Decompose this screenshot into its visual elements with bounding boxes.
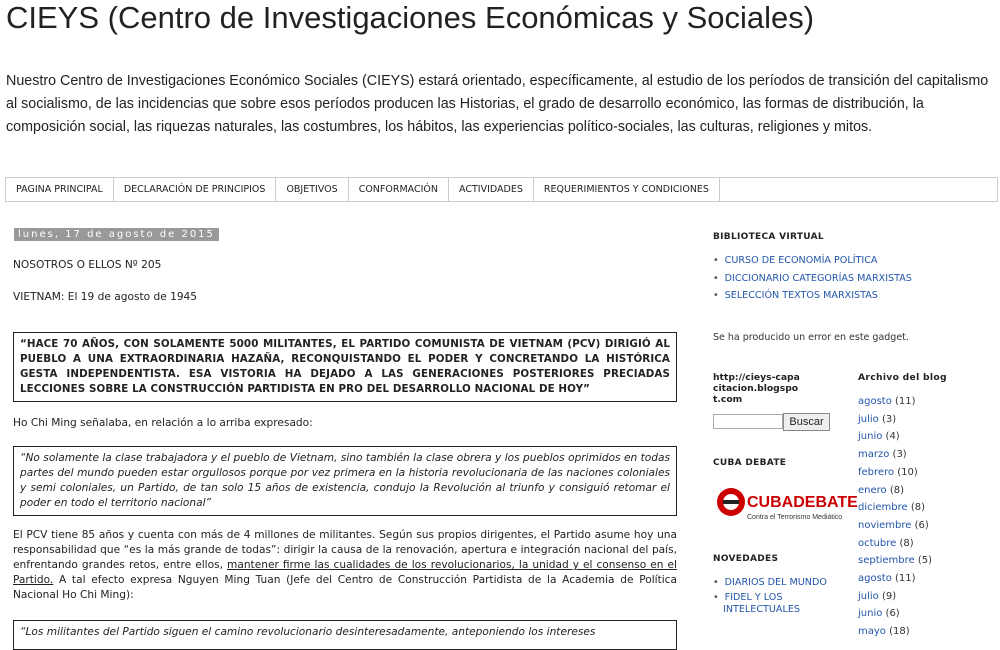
svg-text:CUBADEBATE: CUBADEBATE: [747, 494, 858, 511]
nav-tabs: [5, 177, 998, 202]
cubadebate-logo[interactable]: [713, 478, 860, 528]
archive-link[interactable]: junio: [858, 431, 883, 443]
archive-count: (6): [882, 608, 900, 620]
archive-count: (8): [886, 484, 904, 496]
archive-link[interactable]: agosto: [858, 396, 892, 407]
archive-item[interactable]: [858, 623, 998, 641]
archive-link[interactable]: septiembre: [858, 555, 915, 567]
post-subtitle: VIETNAM: El 19 de agosto de 1945: [13, 291, 198, 303]
post-date: lunes, 17 de agosto de 2015: [14, 228, 219, 241]
archive-link[interactable]: junio: [858, 608, 883, 620]
archive-count: (3): [889, 449, 907, 461]
archive-count: (5): [914, 555, 933, 567]
gadget-error: Se ha producido un error en este gadget.: [713, 332, 909, 343]
archive-link[interactable]: julio: [858, 590, 879, 602]
archive-item[interactable]: [858, 499, 998, 517]
tab-objetivos[interactable]: OBJETIVOS: [276, 178, 348, 201]
tab-conformacion[interactable]: CONFORMACIÓN: [349, 178, 449, 201]
tab-requerimientos[interactable]: REQUERIMIENTOS Y CONDICIONES: [534, 178, 720, 201]
archive-item[interactable]: [858, 464, 998, 482]
archive-item[interactable]: [858, 552, 998, 570]
post-paragraph-2: [13, 528, 677, 603]
link-fidel[interactable]: • FIDEL Y LOS INTELECTUALES: [713, 592, 823, 616]
site-title[interactable]: CIEYS (Centro de Investigaciones Económicas y Sociales): [6, 0, 815, 35]
para-text: El PCV tiene 85 años y cuenta con más de 4 millones de militantes. Según sus propios dirigentes, el Partido asume hoy una responsabilidad que “es la más grande de todas”: dirigir la causa de la renovación, apertura e integración nacional del país, enfrentando grandes retos, entre ellos,: [13, 529, 677, 571]
archive-link[interactable]: febrero: [858, 466, 895, 478]
archive-item[interactable]: [858, 482, 998, 500]
archive-item[interactable]: [858, 517, 998, 535]
archive-link[interactable]: octubre: [858, 537, 897, 549]
quote-box-3: “Los militantes del Partido siguen el camino revolucionario desinteresadamente, anteponiendo los intereses: [13, 620, 677, 650]
widget-title: NOVEDADES: [713, 554, 779, 564]
post-paragraph: Ho Chi Ming señalaba, en relación a lo arriba expresado:: [13, 417, 313, 429]
archive-link[interactable]: noviembre: [858, 519, 912, 531]
widget-title: BIBLIOTECA VIRTUAL: [713, 232, 824, 242]
archive-item[interactable]: [858, 446, 998, 464]
tab-pagina-principal[interactable]: PAGINA PRINCIPAL: [6, 178, 114, 201]
svg-text:Contra el Terrorismo Mediático: Contra el Terrorismo Mediático: [747, 514, 843, 521]
archive-count: (6): [911, 519, 929, 531]
archive-link[interactable]: agosto: [858, 573, 892, 585]
archive-link[interactable]: marzo: [858, 449, 890, 461]
blog-url: http://cieys-capacitacion.blogspot.com: [713, 372, 800, 405]
archive-link[interactable]: enero: [858, 484, 887, 496]
blog-post: [13, 228, 677, 638]
archive-link[interactable]: mayo: [858, 626, 886, 638]
tab-declaracion[interactable]: DECLARACIÓN DE PRINCIPIOS: [114, 178, 277, 201]
para-text-2: A tal efecto expresa Nguyen Ming Tuan (Jefe del Centro de Construcción Partidista de la Academia de Política Nacional Ho Chi Ming):: [13, 574, 677, 601]
archive-count: (4): [882, 431, 900, 443]
archive-count: (9): [878, 590, 897, 602]
archive-count: (11): [891, 396, 916, 407]
archive-item[interactable]: [858, 393, 998, 411]
archive-item[interactable]: [858, 428, 998, 446]
link-curso[interactable]: • CURSO DE ECONOMÍA POLÍTICA: [713, 252, 912, 270]
link-seleccion[interactable]: • SELECCIÓN TEXTOS MARXISTAS: [713, 287, 912, 305]
archive-count: (18): [885, 626, 910, 638]
archive-item[interactable]: [858, 535, 998, 553]
archivo-widget: [858, 372, 998, 641]
archive-item[interactable]: [858, 570, 998, 588]
archive-link[interactable]: diciembre: [858, 502, 908, 514]
novedades-widget: [713, 554, 843, 616]
para-underlined: mantener firme las cualidades de los revolucionarios, la unidad y el consenso en el Partido.: [13, 559, 677, 586]
archive-count: (10): [894, 466, 918, 478]
quote-box-2: “No solamente la clase trabajadora y el pueblo de Vietnam, sino también la clase obrera y los pueblos oprimidos en todas partes del mundo pueden estar orgullosos porque por vez primera en la historia revolucionaria de las naciones coloniales y semi coloniales, un Partido, de tan solo 15 años de existencia, condujo la Revolución al triunfo y consiguió retomar el poder en todo el territorio nacional”: [13, 446, 677, 516]
widget-title: Archivo del blog: [858, 372, 947, 383]
archive-item[interactable]: [858, 605, 998, 623]
cuba-debate-widget: [713, 458, 786, 468]
link-diccionario[interactable]: • DICCIONARIO CATEGORÍAS MARXISTAS: [713, 270, 912, 288]
tab-actividades[interactable]: ACTIVIDADES: [449, 178, 534, 201]
archive-count: (8): [896, 537, 914, 549]
link-diarios[interactable]: • DIARIOS DEL MUNDO: [713, 574, 843, 592]
archive-item[interactable]: [858, 411, 998, 429]
archive-count: (8): [907, 502, 926, 514]
archive-link[interactable]: julio: [858, 413, 879, 425]
archive-count: (3): [878, 413, 897, 425]
archive-item[interactable]: [858, 588, 998, 606]
archive-count: (11): [891, 573, 916, 585]
quote-box-1: “HACE 70 AÑOS, CON SOLAMENTE 5000 MILITANTES, EL PARTIDO COMUNISTA DE VIETNAM (PCV) DIRIGIÓ AL PUEBLO A UNA EXTRAORDINARIA HAZAÑA, RECONQUISTANDO EL PODER Y CONCRETANDO LA HISTÓRICA GESTA INDEPENDENTISTA. ESA VISTORIA HA DEJADO A LAS GENERACIONES POSTERIORES PRECIADAS LECCIONES SOBRE LA CONSTRUCCIÓN PARTIDISTA EN PRO DEL DESARROLLO NACIONAL DE HOY”: [13, 332, 677, 402]
biblioteca-widget: [713, 232, 912, 305]
search-input[interactable]: [713, 414, 783, 429]
post-title: NOSOTROS O ELLOS Nº 205: [13, 259, 162, 271]
archive-list: [858, 393, 998, 641]
site-description: Nuestro Centro de Investigaciones Económico Sociales (CIEYS) estará orientado, específicamente, al estudio de los períodos de transición del capitalismo al socialismo, de las incidencias que sobre esos períodos producen las Historias, el grado de desarrollo económico, las formas de distribución, la composición social, las riquezas naturales, las costumbres, los hábitos, las experiencias político-sociales, las culturas, religiones y mitos.: [6, 73, 989, 135]
search-button[interactable]: Buscar: [783, 413, 830, 431]
widget-title: CUBA DEBATE: [713, 458, 787, 468]
